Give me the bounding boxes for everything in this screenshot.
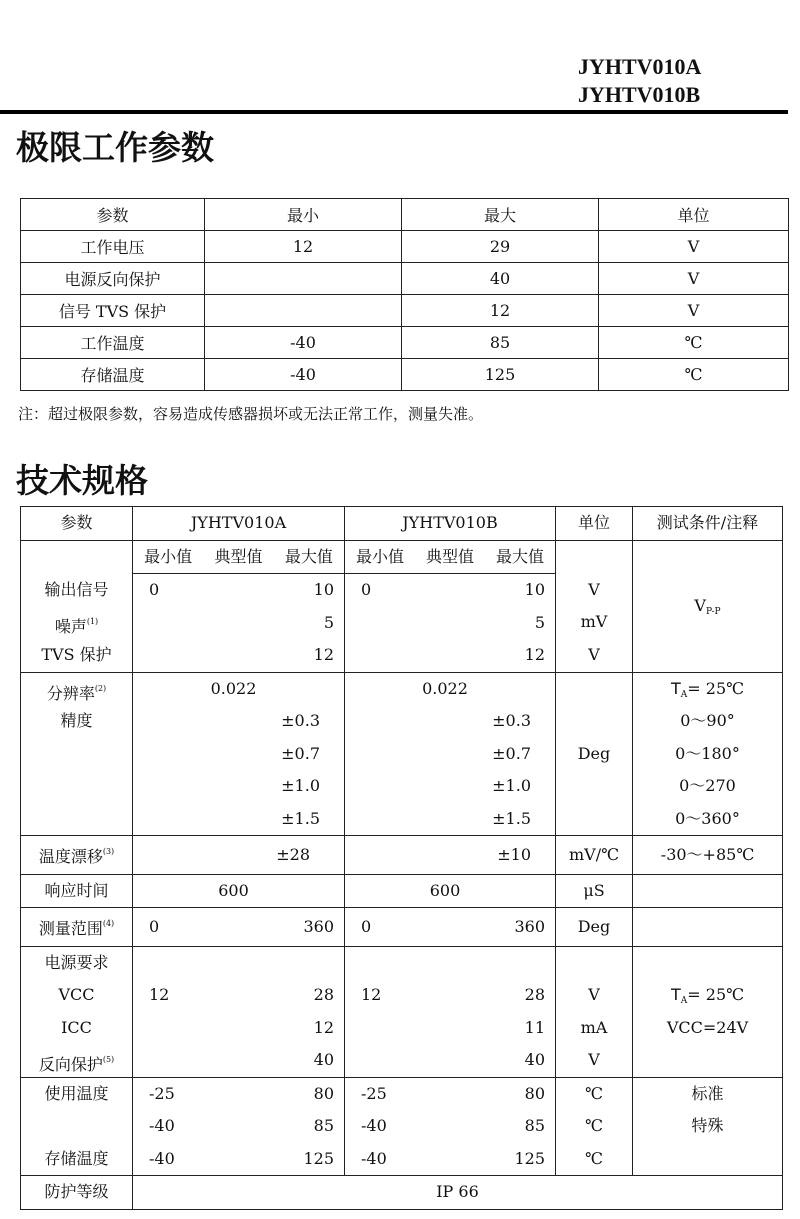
- table-row: [21, 231, 789, 263]
- spec-table: [20, 506, 783, 1210]
- model-a: JYHTV010A: [578, 54, 702, 79]
- max: 12: [402, 295, 599, 327]
- hdr-a: JYHTV010A: [133, 507, 345, 541]
- resolution-unit: Deg: [556, 672, 633, 836]
- min: [205, 263, 402, 295]
- table-row: [21, 327, 789, 359]
- hdr-cond: 测试条件/注释: [633, 507, 783, 541]
- param: 工作电压: [21, 231, 205, 263]
- col-unit: 单位: [599, 199, 789, 231]
- output-cond: $V_{P-P}$: [633, 540, 783, 672]
- unit: ℃: [599, 327, 789, 359]
- range-row: 测量范围$^{(4)}$ 0 360 0 360 Deg: [21, 908, 783, 947]
- unit: V: [599, 263, 789, 295]
- table-row: [21, 263, 789, 295]
- spec-header-row: [21, 507, 783, 541]
- label-noise: 噪声$^{(1)}$: [54, 617, 99, 636]
- output-units: V mV V: [556, 540, 633, 672]
- max: 40: [402, 263, 599, 295]
- limits-title: 极限工作参数: [16, 128, 214, 167]
- limits-table: [20, 198, 789, 391]
- resolution-cond: $T_A=$ 25℃ 0～90° 0～180° 0～270 0～360°: [633, 672, 783, 836]
- output-b: 0 10 5 12: [345, 574, 556, 673]
- sub-b: 最小值 典型值 最大值: [345, 540, 556, 574]
- response-row: 响应时间 600 600 μS: [21, 874, 783, 908]
- header-rule: [0, 110, 788, 114]
- resolution-b: 0.022 ±0.3 ±0.7 ±1.0 ±1.5: [345, 672, 556, 836]
- min: 12: [205, 231, 402, 263]
- table-row: [21, 359, 789, 391]
- hdr-param: 参数: [21, 507, 133, 541]
- drift-row: 温度漂移$^{(3)}$ ±28 ±10 mV/℃ -30～+85℃: [21, 836, 783, 875]
- unit: V: [599, 231, 789, 263]
- resolution-labels: 分辨率$^{(2)}$ 精度: [21, 672, 133, 836]
- table-header-row: [21, 199, 789, 231]
- min: [205, 295, 402, 327]
- resolution-a: 0.022 ±0.3 ±0.7 ±1.0 ±1.5: [133, 672, 345, 836]
- output-a: 0 10 5 12: [133, 574, 345, 673]
- hdr-unit: 单位: [556, 507, 633, 541]
- max: 125: [402, 359, 599, 391]
- label-tvs: TVS 保护: [41, 644, 112, 664]
- param: 工作温度: [21, 327, 205, 359]
- model-b: JYHTV010B: [578, 82, 701, 107]
- unit: V: [599, 295, 789, 327]
- spec-subheader-row: [21, 540, 783, 574]
- param: 信号 TVS 保护: [21, 295, 205, 327]
- output-labels: [21, 540, 133, 672]
- table-row: [21, 295, 789, 327]
- label-output: 输出信号: [44, 579, 109, 599]
- param: 存储温度: [21, 359, 205, 391]
- col-param: 参数: [21, 199, 205, 231]
- ip-row: 防护等级 IP 66: [21, 1176, 783, 1210]
- sub-a: 最小值 典型值 最大值: [133, 540, 345, 574]
- spec-title: 技术规格: [16, 461, 148, 500]
- col-max: 最大: [402, 199, 599, 231]
- col-min: 最小: [205, 199, 402, 231]
- resolution-row: [21, 672, 783, 836]
- hdr-b: JYHTV010B: [345, 507, 556, 541]
- max: 85: [402, 327, 599, 359]
- limits-note: 注：超过极限参数，容易造成传感器损坏或无法正常工作，测量失准。: [18, 405, 484, 423]
- temp-row: 使用温度 存储温度 -25 80 -40 85 -40 125 -25 80 -40 85 -40 125 ℃ ℃ ℃ 标准 特殊: [21, 1077, 783, 1176]
- min: -40: [205, 359, 402, 391]
- max: 29: [402, 231, 599, 263]
- power-row: 电源要求 VCC ICC 反向保护$^{(5)}$ 12 28 12 40 12 28 11 40 V mA V $T_A=$ 25℃ VCC=24V: [21, 946, 783, 1077]
- unit: ℃: [599, 359, 789, 391]
- min: -40: [205, 327, 402, 359]
- param: 电源反向保护: [21, 263, 205, 295]
